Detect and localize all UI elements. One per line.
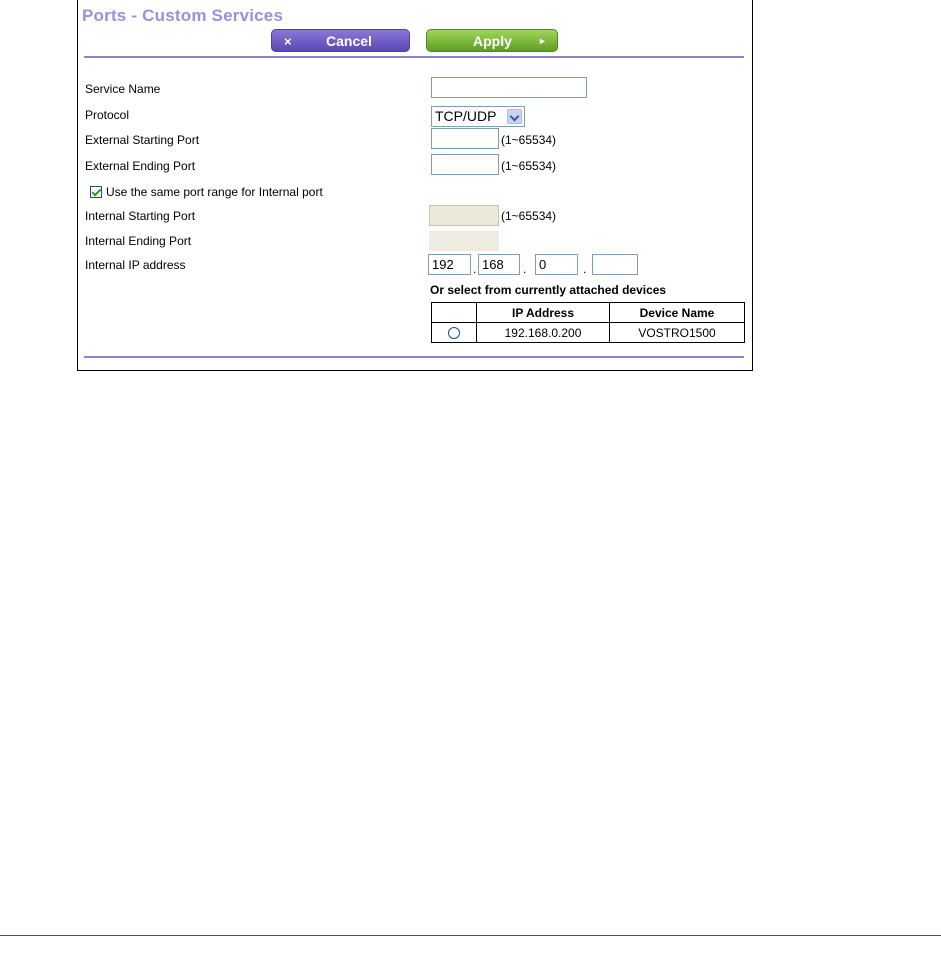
column-ip-address: IP Address bbox=[477, 303, 610, 323]
same-range-label: Use the same port range for Internal port bbox=[106, 185, 323, 199]
ip-octet-1-input[interactable] bbox=[428, 254, 471, 275]
ip-octet-2-input[interactable] bbox=[478, 254, 520, 275]
table-row[interactable] bbox=[432, 323, 745, 343]
custom-services-panel: Ports - Custom Services × Cancel Apply ► Service Name Protocol TCP/UDP External Starting Port (1~65534) External Ending Port (1~65534) Use the same port range for Internal port Internal Starting Port (1~65534) Internal Ending Port Internal IP address 192 . 168 . 0 . Or select from currently attached devices IP Address Device Name 192.168.0.200 VOSTRO1500 bbox=[77, 0, 753, 371]
device-ip: 192.168.0.200 bbox=[477, 323, 610, 343]
external-start-label: External Starting Port bbox=[85, 133, 200, 147]
header-divider bbox=[84, 56, 744, 58]
internal-start-range: (1~65534) bbox=[501, 209, 557, 223]
page-title: Ports - Custom Services bbox=[82, 6, 284, 25]
internal-start-input bbox=[429, 205, 499, 226]
device-radio[interactable] bbox=[448, 327, 460, 339]
internal-ip-label: Internal IP address bbox=[85, 258, 186, 272]
column-select bbox=[432, 303, 477, 323]
chevron-down-icon[interactable] bbox=[507, 109, 522, 124]
external-end-range: (1~65534) bbox=[501, 159, 557, 173]
protocol-select[interactable] bbox=[431, 106, 525, 127]
apply-button[interactable] bbox=[426, 29, 558, 52]
apply-button-label: Apply bbox=[473, 33, 512, 49]
ip-octet-3-input[interactable] bbox=[535, 254, 578, 275]
same-range-checkbox[interactable] bbox=[90, 186, 102, 198]
internal-start-label: Internal Starting Port bbox=[85, 209, 196, 223]
external-start-range: (1~65534) bbox=[501, 133, 557, 147]
external-end-label: External Ending Port bbox=[85, 159, 196, 173]
internal-end-input bbox=[429, 231, 499, 251]
attached-devices-table bbox=[431, 302, 745, 343]
table-header-row bbox=[432, 303, 745, 323]
service-name-input[interactable] bbox=[431, 77, 587, 98]
arrow-right-icon: ► bbox=[538, 36, 547, 46]
cancel-button-label: Cancel bbox=[326, 33, 372, 49]
external-start-input[interactable] bbox=[431, 128, 499, 149]
protocol-label: Protocol bbox=[85, 108, 130, 122]
ip-octet-4-input[interactable] bbox=[592, 254, 638, 275]
internal-end-label: Internal Ending Port bbox=[85, 234, 192, 248]
footer-divider bbox=[84, 356, 744, 358]
close-icon: × bbox=[284, 34, 292, 49]
devices-caption: Or select from currently attached devices bbox=[430, 283, 667, 297]
protocol-value: TCP/UDP bbox=[435, 108, 497, 124]
column-device-name: Device Name bbox=[610, 303, 745, 323]
cancel-button[interactable] bbox=[271, 29, 410, 52]
page-footer-rule bbox=[0, 935, 941, 936]
device-name: VOSTRO1500 bbox=[610, 323, 745, 343]
external-end-input[interactable] bbox=[431, 154, 499, 175]
service-name-label: Service Name bbox=[85, 82, 161, 96]
device-select-cell[interactable] bbox=[432, 323, 477, 343]
